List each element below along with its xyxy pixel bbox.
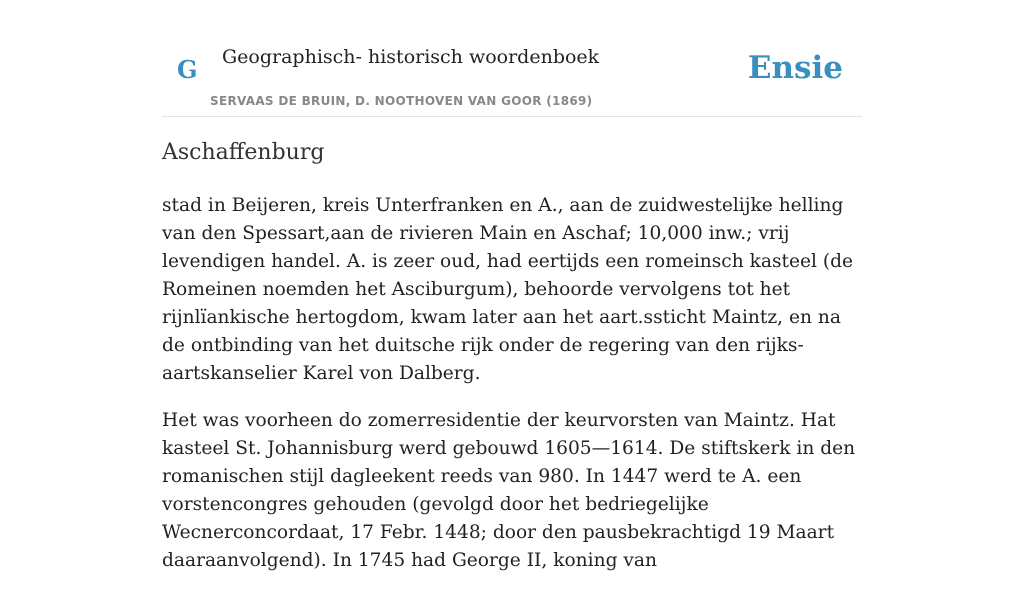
- entry-body: [162, 192, 862, 594]
- book-title-link[interactable]: Geographisch- historisch woordenboek: [222, 46, 600, 68]
- entry-paragraph-2: Het was voorheen do zomerresidentie der keurvorsten van Maintz. Hat kasteel St. Johannisburg werd gebouwd 1605—1614. De stiftskerk in den romanischen stijl dagleekent reeds van 980. In 1447 werd te A. een vorstencongres gehouden (gevolgd door het bedriegelijke Wecnerconcordaat, 17 Febr. 1448; door den pausbekrachtigd 19 Maart daaraanvolgend). In 1745 had George II, koning van: [162, 410, 856, 571]
- entry-paragraph-1: stad in Beijeren, kreis Unterfranken en A., aan de zuidwestelijke helling van den Spessart,aan de rivieren Main en Aschaf; 10,000 inw.; vrij levendigen handel. A. is zeer oud, had eertijds een romeinsch kasteel (de Romeinen noemden het Asciburgum), behoorde vervolgens tot het rijnlïankische hertogdom, kwam later aan het aart.ssticht Maintz, en na de ontbinding van het duitsche rijk onder de regering van den rijks-aartskanselier Karel von Dalberg.: [162, 195, 854, 384]
- book-authors-link[interactable]: SERVAAS DE BRUIN, D. NOOTHOVEN VAN GOOR (1869): [210, 94, 593, 108]
- entry-title: Aschaffenburg: [162, 140, 325, 165]
- book-header: [162, 0, 862, 117]
- brand-logo-link[interactable]: Ensie: [747, 50, 843, 86]
- book-letter: G: [177, 55, 198, 84]
